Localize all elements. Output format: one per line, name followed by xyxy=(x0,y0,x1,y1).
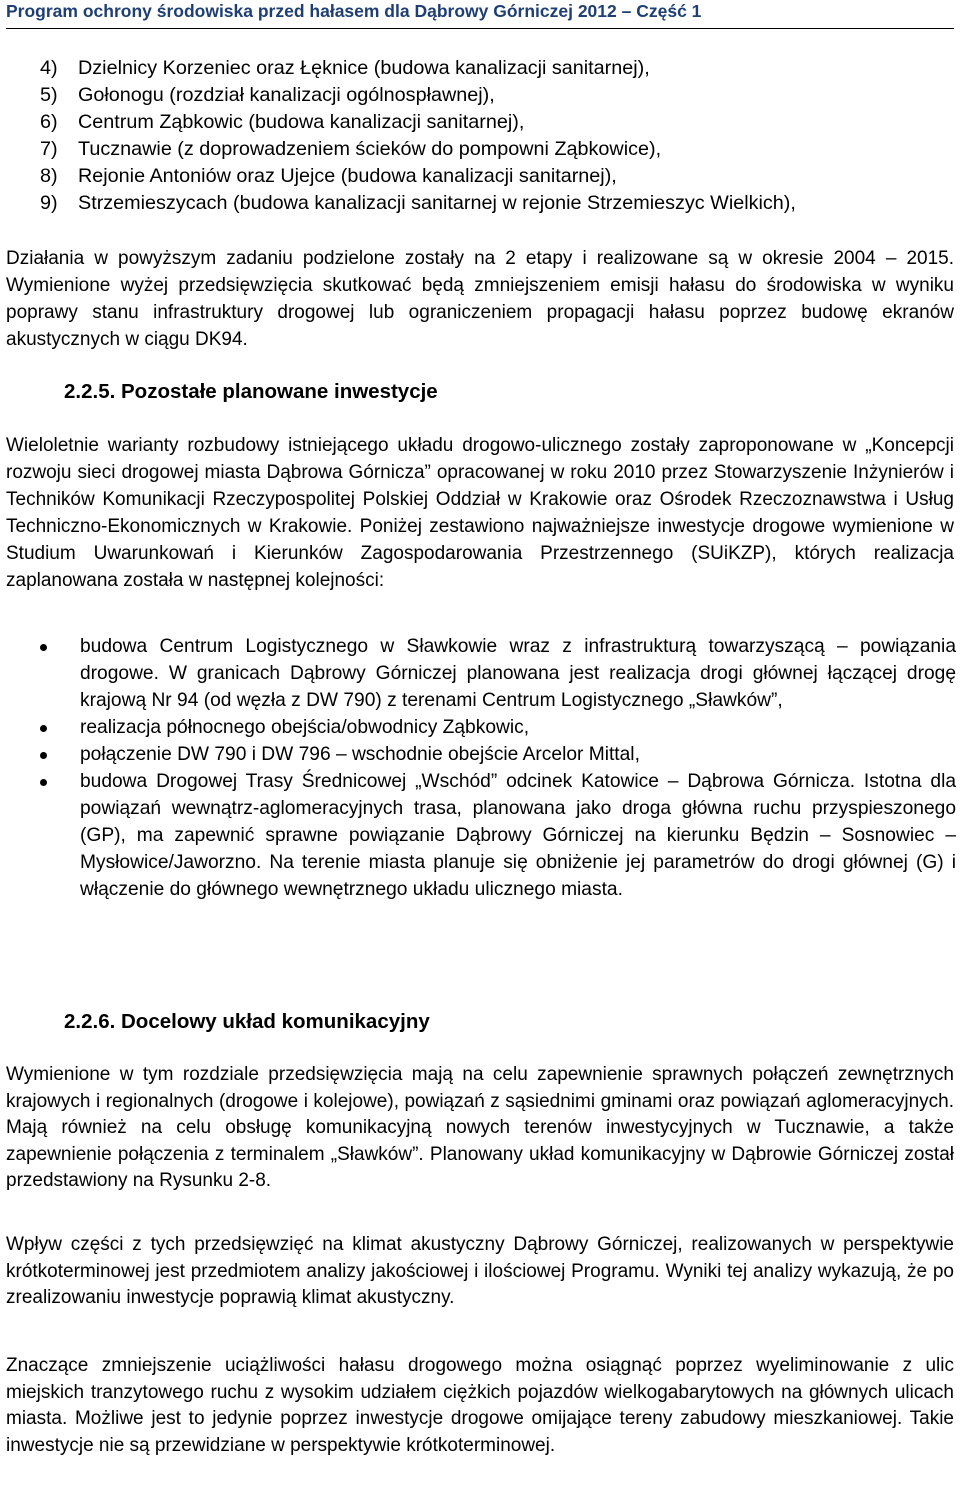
list-item-text: budowa Drogowej Trasy Średnicowej „Wschód” odcinek Katowice – Dąbrowa Górnicza. Istotna dla powiązań wewnątrz-aglomeracyjnych trasa, planowana jako droga główna ruchu przyspieszonego (GP), ma zapewnić sprawne powiązanie Dąbrowy Górniczej na kierunku Będzin – Sosnowiec – Mysłowice/Jaworzno. Na terenie miasta planuje się obniżenie jej parametrów do drogi głównej (G) i włączenie do głównego wewnętrznego układu ulicznego miasta. xyxy=(80,771,956,900)
list-item-number: 5) xyxy=(40,84,58,106)
section-number: 2.2.6. xyxy=(64,1010,116,1033)
list-item xyxy=(38,633,956,714)
section-heading-2-2-5 xyxy=(64,380,438,404)
bullet-icon xyxy=(40,644,47,651)
paragraph-other-investments: Wieloletnie warianty rozbudowy istniejącego układu drogowo-ulicznego zostały zaproponowane w „Koncepcji rozwoju sieci drogowej miasta Dąbrowa Górnicza” opracowanej w roku 2010 przez Stowarzyszenie Inżynierów i Techników Komunikacji Rzeczypospolitej Polskiej Oddział w Krakowie oraz Ośrodek Rzeczoznawstwa i Usług Techniczno-Ekonomicznych w Krakowie. Poniżej zestawiono najważniejsze inwestycje drogowe wymienione w Studium Uwarunkowań i Kierunków Zagospodarowania Przestrzennego (SUiKZP), których realizacja zaplanowana została w następnej kolejności: xyxy=(6,435,954,591)
list-item-text: budowa Centrum Logistycznego w Sławkowie wraz z infrastrukturą towarzyszącą – powiązania drogowe. W granicach Dąbrowy Górniczej planowana jest realizacja drogi głównej łączącej drogę krajową Nr 94 (od węzła z DW 790) z terenami Centrum Logistycznego „Sławków”, xyxy=(80,636,956,711)
list-item xyxy=(40,55,940,82)
list-item xyxy=(40,82,940,109)
list-item xyxy=(38,768,956,903)
investments-list xyxy=(38,633,956,903)
section-number: 2.2.5. xyxy=(64,380,116,403)
list-item-text: realizacja północnego obejścia/obwodnicy Ząbkowic, xyxy=(80,717,530,738)
bullet-icon xyxy=(40,752,47,759)
list-item-number: 9) xyxy=(40,192,58,214)
list-item-number: 7) xyxy=(40,138,58,160)
list-item xyxy=(40,136,940,163)
list-item xyxy=(40,190,940,217)
section-title: Docelowy układ komunikacyjny xyxy=(121,1010,430,1033)
list-item-text: połączenie DW 790 i DW 796 – wschodnie obejście Arcelor Mittal, xyxy=(80,744,640,765)
section-heading-2-2-6 xyxy=(64,1010,430,1034)
section-title: Pozostałe planowane inwestycje xyxy=(121,380,438,403)
list-item-text: Rejonie Antoniów oraz Ujejce (budowa kanalizacji sanitarnej), xyxy=(78,165,617,187)
list-item-number: 8) xyxy=(40,165,58,187)
list-item-text: Gołonogu (rozdział kanalizacji ogólnospławnej), xyxy=(78,84,495,106)
list-item xyxy=(38,714,956,741)
list-item-text: Tucznawie (z doprowadzeniem ścieków do pompowni Ząbkowice), xyxy=(78,138,662,160)
paragraph-noise-reduction: Znaczące zmniejszenie uciążliwości hałasu drogowego można osiągnąć poprzez wyeliminowanie z ulic miejskich tranzytowego ruchu z wysokim udziałem ciężkich pojazdów wielkogabarytowych na głównych ulicach miasta. Możliwe jest to jedynie poprzez inwestycje drogowe omijające tereny zabudowy mieszkaniowej. Takie inwestycje nie są przewidziane w perspektywie krótkoterminowej. xyxy=(6,1355,954,1456)
areas-list xyxy=(40,55,940,217)
list-item-text: Centrum Ząbkowic (budowa kanalizacji sanitarnej), xyxy=(78,111,525,133)
paragraph-acoustic-impact: Wpływ części z tych przedsięwzięć na klimat akustyczny Dąbrowy Górniczej, realizowanych w perspektywie krótkoterminowej jest przedmiotem analizy jakościowej i ilościowej Programu. Wyniki tej analizy wykazują, że po zrealizowaniu inwestycje poprawią klimat akustyczny. xyxy=(6,1234,954,1308)
list-item xyxy=(38,741,956,768)
bullet-icon xyxy=(40,725,47,732)
paragraph-stages: Działania w powyższym zadaniu podzielone zostały na 2 etapy i realizowane są w okresie 2004 – 2015. Wymienione wyżej przedsięwzięcia skutkować będą zmniejszeniem emisji hałasu do środowiska w wyniku poprawy stanu infrastruktury drogowej lub ograniczeniem propagacji hałasu poprzez budowę ekranów akustycznych w ciągu DK94. xyxy=(6,248,954,350)
paragraph-target-system: Wymienione w tym rozdziale przedsięwzięcia mają na celu zapewnienie sprawnych połączeń zewnętrznych krajowych i regionalnych (drogowe i kolejowe), powiązań z sąsiednimi gminami oraz powiązań aglomeracyjnych. Mają również na celu obsługę komunikacyjną nowych terenów inwestycyjnych w Tucznawie, a także zapewnienie połączenia z terminalem „Sławków”. Planowany układ komunikacyjny w Dąbrowie Górniczej został przedstawiony na Rysunku 2-8. xyxy=(6,1064,954,1191)
running-header: Program ochrony środowiska przed hałasem dla Dąbrowy Górniczej 2012 – Część 1 xyxy=(6,0,954,29)
bullet-icon xyxy=(40,779,47,786)
list-item xyxy=(40,163,940,190)
list-item-text: Strzemieszycach (budowa kanalizacji sanitarnej w rejonie Strzemieszyc Wielkich), xyxy=(78,192,796,214)
list-item-number: 4) xyxy=(40,57,58,79)
list-item-number: 6) xyxy=(40,111,58,133)
list-item xyxy=(40,109,940,136)
list-item-text: Dzielnicy Korzeniec oraz Łęknice (budowa kanalizacji sanitarnej), xyxy=(78,57,650,79)
